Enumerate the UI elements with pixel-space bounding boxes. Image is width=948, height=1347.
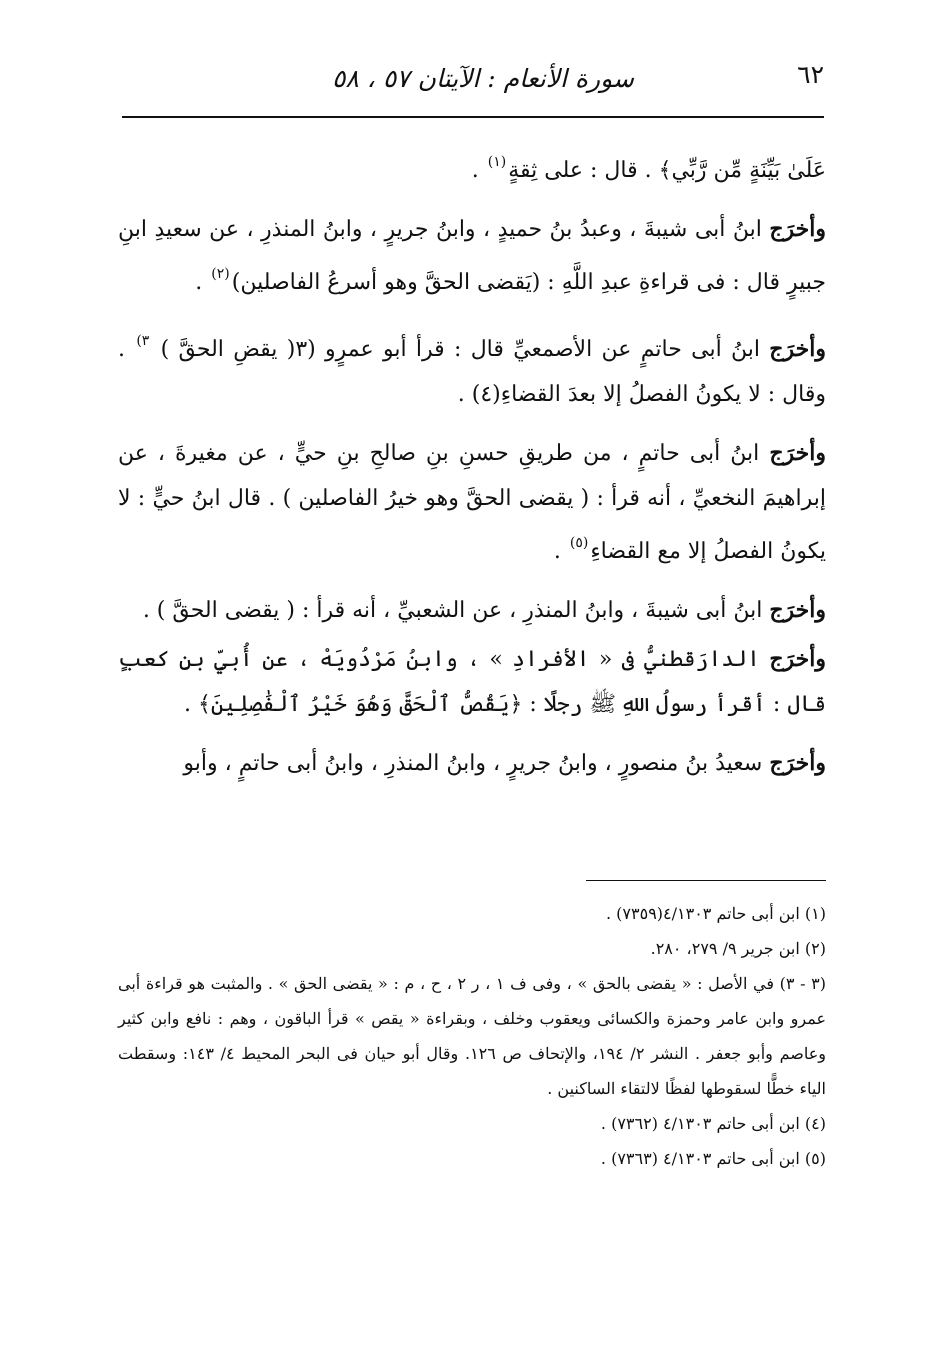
lead-word: وأخرَج <box>769 646 826 672</box>
main-text <box>118 140 826 800</box>
footnote-5: (٥) ابن أبى حاتم ٤/١٣٠٣ (٧٣٦٣) . <box>600 1149 826 1168</box>
page-number: ٦٢ <box>797 60 824 89</box>
paragraph-6: وأخرَج الدارَقطنيُّ فى « الأفرادِ » ، وابنُ مَرْدُويَهْ ، عن أُبيِّ بنِ كعبٍ قال : أقرأ رسولُ اللهِ ﷺ رجلًا : ﴿يَقُصُّ ٱلْحَقَّ وَهُوَ خَيْرُ ٱلْفَٰصِلِينَ﴾ . <box>118 646 826 717</box>
footnote-3: (٣ - ٣) في الأصل : « يقضى بالحق » ، وفى ف ١ ، ر ٢ ، ح ، م : « يقضى الحق » . والمثبت هو قراءة أبى عمرو وابن عامر وحمزة والكسائى ويعقوب وخلف ، وبقراءة « يقص » قرأ الباقون ، وهم : نافع وابن كثير وعاصم وأبو جعفر . النشر ٢/ ١٩٤، والإتحاف ص ١٢٦. وقال أبو حيان فى البحر المحيط ٤/ ١٤٣: وسقطت الياء خطًّا لسقوطها لفظًا لالتقاء الساكنين . <box>118 974 826 1098</box>
lead-word: وأخرَج <box>769 597 826 623</box>
paragraph-1: عَلَىٰ بَيِّنَةٍ مِّن رَّبِّي﴾ . قال : على ثِقةٍ$^{(١)}$ . <box>471 154 826 183</box>
footnote-1: (١) ابن أبى حاتم ٤/١٣٠٣(٧٣٥٩) . <box>605 904 826 923</box>
footnote-ref-3: ٣) <box>136 333 150 349</box>
lead-word: وأخرَج <box>769 336 826 362</box>
footnote-2: (٢) ابن جرير ٩/ ٢٧٩، ٢٨٠. <box>650 939 826 958</box>
lead-word: وأخرَج <box>769 750 826 776</box>
lead-word: وأخرَج <box>769 440 826 466</box>
footnotes <box>118 896 826 1176</box>
paragraph-4: وأخرَج ابنُ أبى حاتمٍ ، من طريقِ حسنِ بنِ صالحِ بنِ حيٍّ ، عن مغيرةَ ، عن إبراهيمَ النخعيِّ ، أنه قرأ : ( يقضى الحقَّ وهو خيرُ الفاصلين ) . قال ابنُ حيٍّ : لا يكونُ الفصلُ إلا مع القضاءِ$^{(٥)}$ . <box>118 440 826 564</box>
footnote-4: (٤) ابن أبى حاتم ٤/١٣٠٣ (٧٣٦٢) . <box>600 1114 826 1133</box>
page-header <box>122 60 824 112</box>
paragraph-7: وأخرَج سعيدُ بنُ منصورٍ ، وابنُ جريرٍ ، وابنُ المنذرِ ، وابنُ أبى حاتمٍ ، وأبو <box>183 750 826 776</box>
paragraph-5: وأخرَج ابنُ أبى شيبةَ ، وابنُ المنذرِ ، عن الشعبيِّ ، أنه قرأ : ( يقضى الحقَّ ) . <box>142 597 826 623</box>
running-title: سورة الأنعام : الآيتان ٥٧ ، ٥٨ <box>332 64 634 93</box>
lead-word: وأخرَج <box>769 216 826 242</box>
paragraph-2: وأخرَج ابنُ أبى شيبةَ ، وعبدُ بنُ حميدٍ ، وابنُ جريرٍ ، وابنُ المنذرِ ، عن سعيدِ ابنِ جبيرٍ قال : فى قراءةِ عبدِ اللَّهِ : (يَقضى الحقَّ وهو أسرعُ الفاصلين)$^{(٢)}$ . <box>118 216 826 295</box>
footnote-ref-5: (٥) <box>569 535 589 551</box>
footnote-separator <box>586 880 826 881</box>
footnote-ref-1: (١) <box>487 154 507 170</box>
paragraph-3: وأخرَج ابنُ أبى حاتمٍ عن الأصمعيِّ قال : قرأ أبو عمرٍو (٣( يقضِ الحقَّ ) $^{٣)}$ . وقال : لا يكونُ الفصلُ إلا بعدَ القضاءِ(٤) . <box>118 333 826 407</box>
footnote-ref-2: (٢) <box>211 266 230 282</box>
header-rule <box>122 116 824 118</box>
